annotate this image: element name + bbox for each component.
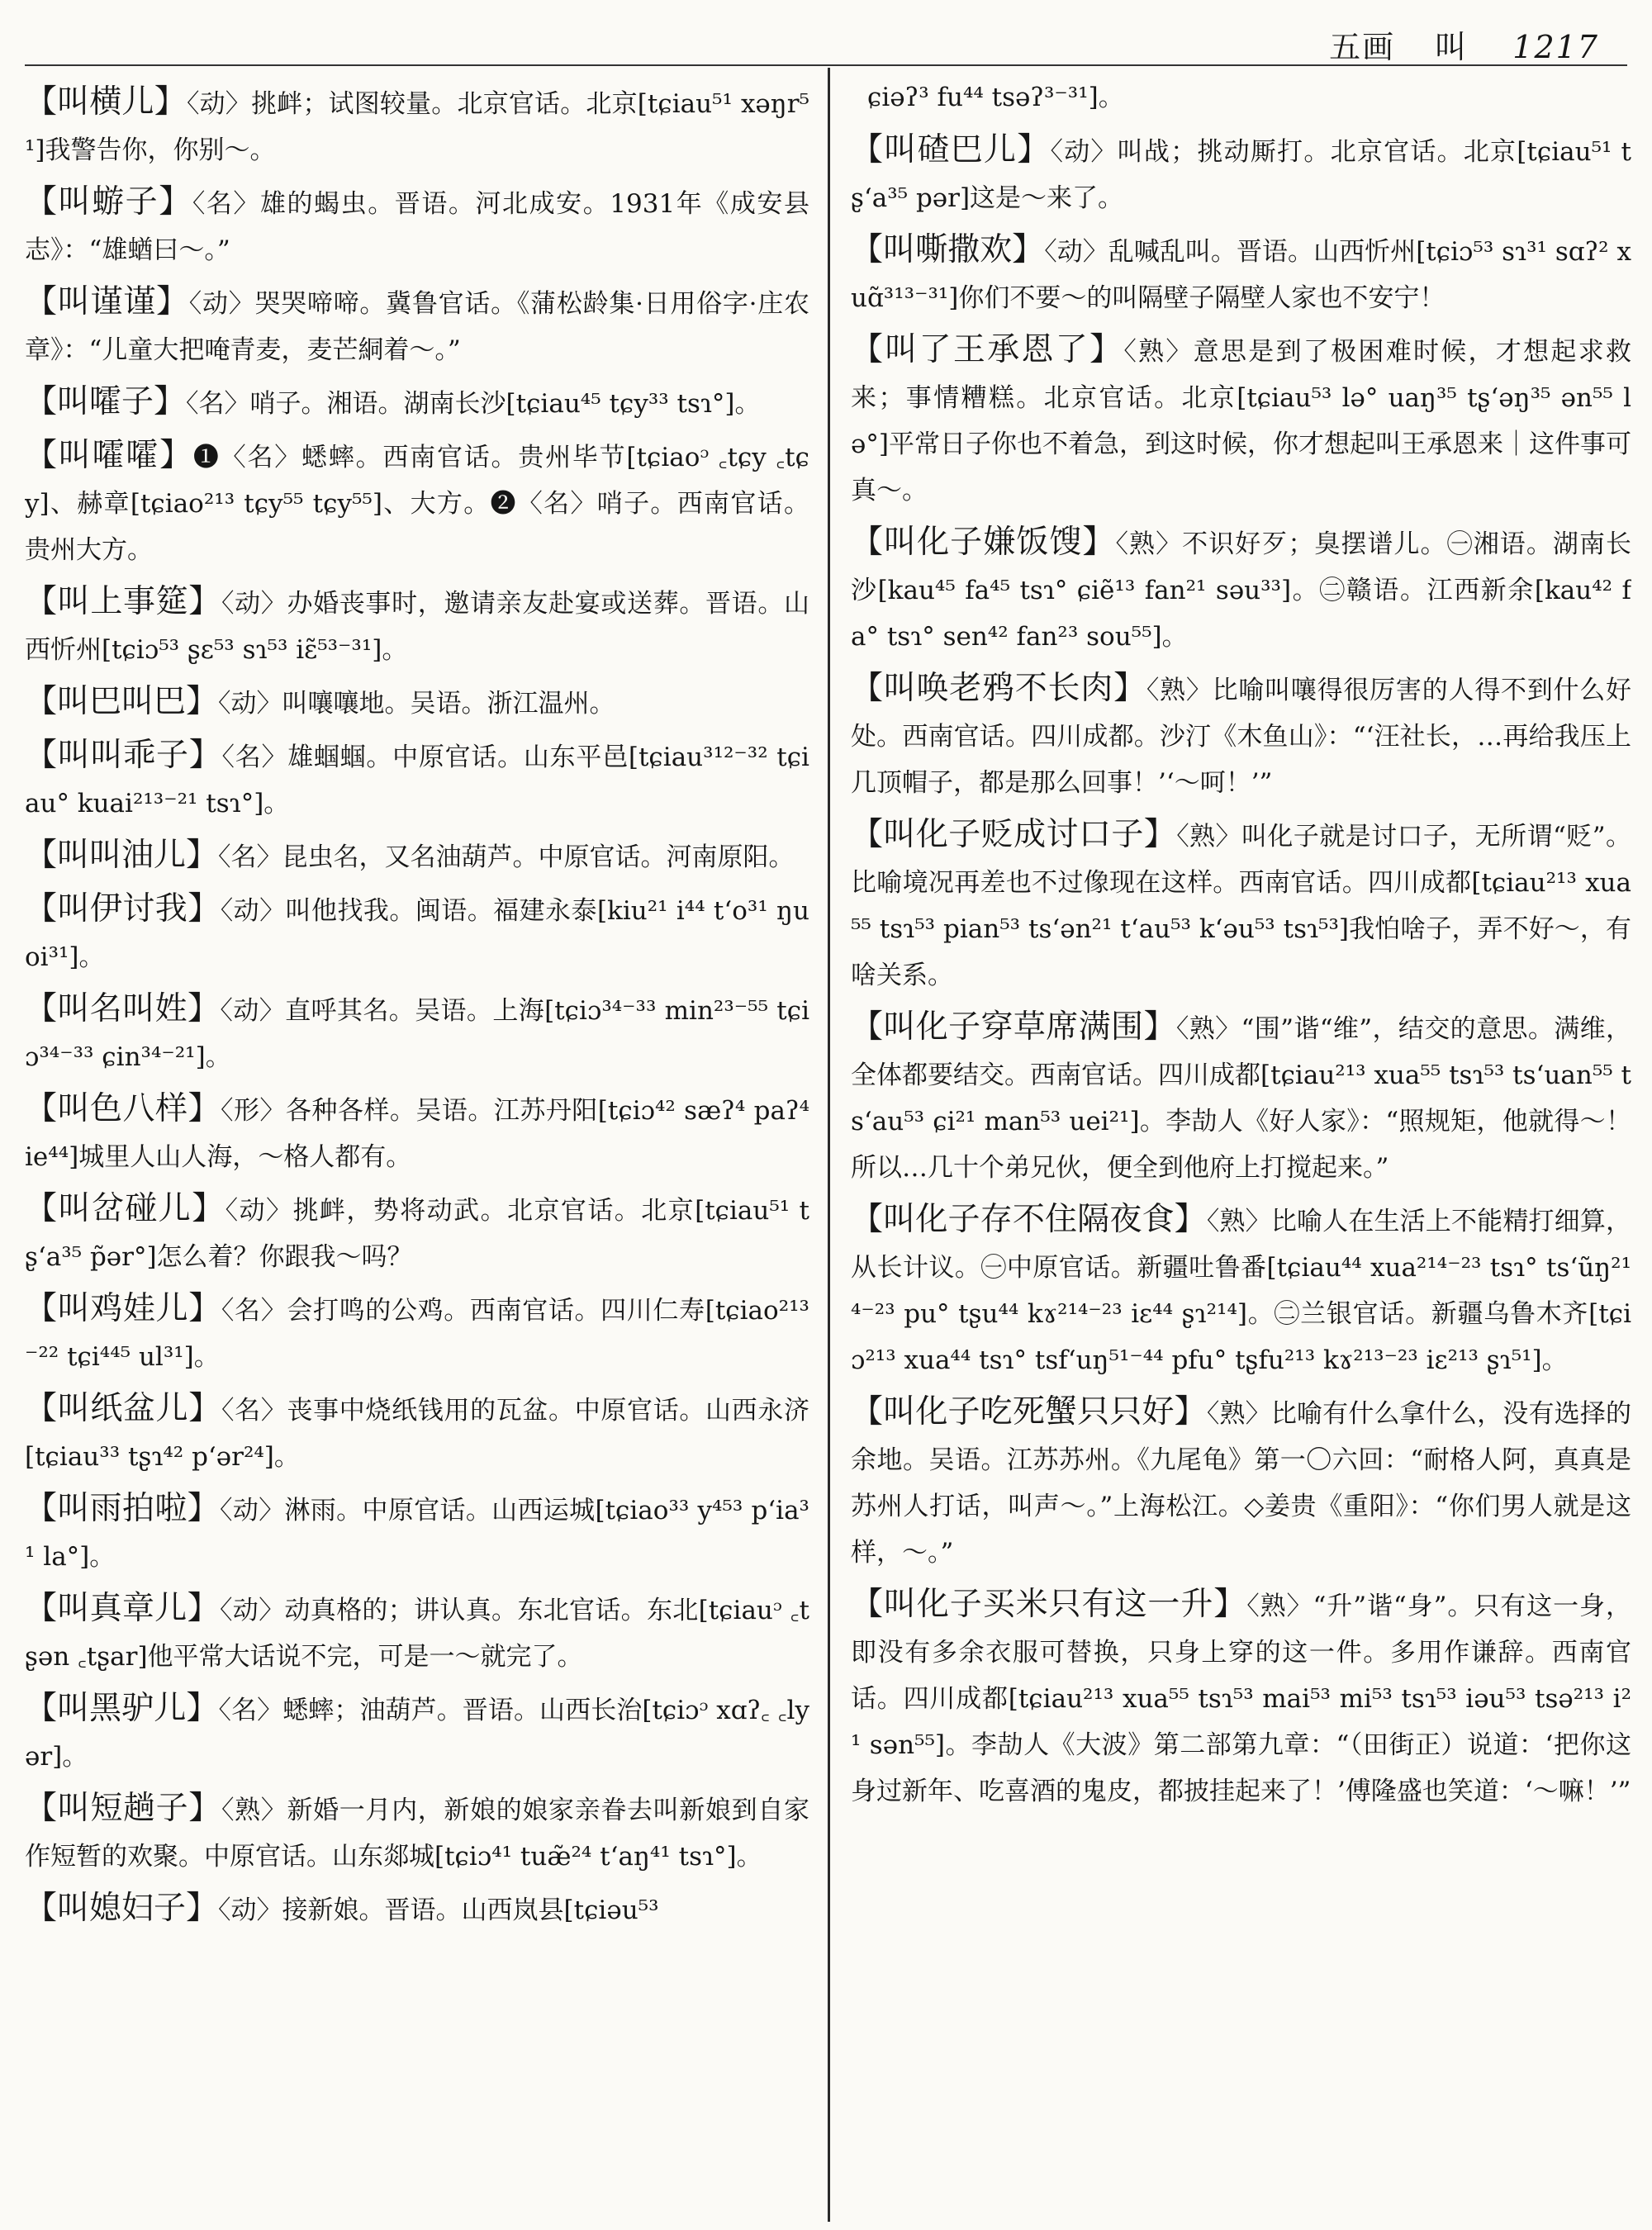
dictionary-entry xyxy=(25,1086,809,1180)
entry-definition: 〈动〉办婚丧事时，邀请亲友赴宴或送葬。晋语。山西忻州[tɕiɔ⁵³ ʂɛ⁵³ sɿ⁵³ iɛ̃⁵³⁻³¹]。 xyxy=(25,589,809,665)
entry-headword: 【叫叫油儿】 xyxy=(25,837,219,874)
entry-headword: 【叫色八样】 xyxy=(25,1090,221,1127)
dictionary-entry xyxy=(25,1386,809,1480)
entry-headword: 【叫媳妇子】 xyxy=(25,1890,219,1927)
entry-definition: 〈动〉叫战；挑动厮打。北京官话。北京[tɕiau⁵¹ tʂ‘a³⁵ pər]这是～来了。 xyxy=(851,137,1631,213)
entry-headword: 【叫蝣子】 xyxy=(25,183,192,221)
entry-definition: 〈动〉挑衅；试图较量。北京官话。北京[tɕiau⁵¹ xəŋr⁵¹]我警告你，你别～。 xyxy=(25,89,809,165)
header-rule xyxy=(25,64,1627,66)
entry-headword: 【叫谨谨】 xyxy=(25,283,189,320)
dictionary-entry xyxy=(25,1186,809,1280)
entry-definition: 〈名〉昆虫名，又名油葫芦。中原官话。河南原阳。 xyxy=(218,842,795,872)
dictionary-entry xyxy=(25,733,809,827)
entry-definition: 〈熟〉比喻人在生活上不能精打细算，从长计议。㊀中原官话。新疆吐鲁番[tɕiau⁴⁴ xua²¹⁴⁻²³ tsɿ° ts‘ũŋ²¹⁴⁻²³ pu° tʂu⁴⁴ kɤ²¹⁴⁻²³ iɛ⁴⁴ ʂɿ²¹⁴]。㊁兰银官话。新疆乌鲁木齐[tɕiɔ²¹³ xua⁴⁴ tsɿ° tsf‘uŋ⁵¹⁻⁴⁴ pfu° tʂfu²¹³ kɤ²¹³⁻²³ iɛ²¹³ ʂɿ⁵¹]。 xyxy=(851,1207,1631,1375)
dictionary-entry xyxy=(851,666,1631,806)
entry-definition: 〈动〉叫嚷嚷地。吴语。浙江温州。 xyxy=(218,689,615,719)
entry-definition: 〈熟〉不识好歹；臭摆谱儿。㊀湘语。湖南长沙[kau⁴⁵ fa⁴⁵ tsɿ° ɕiẽ¹³ fan²¹ səu³³]。㊁赣语。江西新余[kau⁴² fa° tsɿ° sen⁴² fan²³ sou⁵⁵]。 xyxy=(851,529,1631,652)
dictionary-entry xyxy=(851,327,1631,514)
dictionary-entry xyxy=(25,379,809,427)
entry-headword: 【叫黑驴儿】 xyxy=(25,1690,219,1727)
dictionary-entry xyxy=(851,1582,1631,1815)
entry-headword: 【叫岔碰儿】 xyxy=(25,1190,225,1227)
entry-headword: 【叫鸡娃儿】 xyxy=(25,1290,221,1327)
dictionary-entry xyxy=(25,886,809,980)
entry-definition: 〈名〉丧事中烧纸钱用的瓦盆。中原官话。山西永济[tɕiau³³ tʂɿ⁴² p‘ər²⁴]。 xyxy=(25,1396,809,1472)
dictionary-entry xyxy=(25,1886,809,1933)
entry-definition: 〈名〉会打鸣的公鸡。西南官话。四川仁寿[tɕiao²¹³⁻²² tɕi⁴⁴⁵ ul³¹]。 xyxy=(25,1296,809,1372)
entry-definition: 〈动〉叫他找我。闽语。福建永泰[kiu²¹ i⁴⁴ t‘o³¹ ŋuoi³¹]。 xyxy=(25,896,809,972)
dictionary-entry xyxy=(25,1286,809,1380)
right-entry-list xyxy=(851,127,1631,1815)
dictionary-entry xyxy=(25,79,809,173)
dictionary-entry xyxy=(25,1786,809,1880)
page-number: 1217 xyxy=(1512,29,1599,65)
entry-headword: 【叫化子贬成讨口子】 xyxy=(851,816,1177,853)
dictionary-entry xyxy=(25,1586,809,1680)
dictionary-entry xyxy=(851,1197,1631,1383)
dictionary-entry xyxy=(851,520,1631,660)
entry-definition: 〈熟〉比喻叫嚷得很厉害的人得不到什么好处。西南官话。四川成都。沙汀《木鱼山》：“‘汪社长，…再给我压上几顶帽子，都是那么回事！’‘～呵！’” xyxy=(851,676,1631,798)
entry-definition: 〈熟〉“升”谐“身”。只有这一身，即没有多余衣服可替换，只身上穿的这一件。多用作谦辞。西南官话。四川成都[tɕiau²¹³ xua⁵⁵ tsɿ⁵³ mai⁵³ mi⁵³ tsɿ⁵³ iəu⁵³ tsə²¹³ i²¹ sən⁵⁵]。李劼人《大波》第二部第九章：“（田街正）说道：‘把你这身过新年、吃喜酒的鬼皮，都披挂起来了！’傅隆盛也笑道：‘～嘛！’” xyxy=(851,1592,1631,1806)
dictionary-entry xyxy=(25,179,809,273)
entry-definition: 〈动〉直呼其名。吴语。上海[tɕiɔ³⁴⁻³³ min²³⁻⁵⁵ tɕiɔ³⁴⁻³³ ɕin³⁴⁻²¹]。 xyxy=(25,996,809,1072)
entry-headword: 【叫嚯子】 xyxy=(25,383,187,420)
dictionary-entry xyxy=(25,679,809,727)
entry-definition: 〈动〉乱喊乱叫。晋语。山西忻州[tɕiɔ⁵³ sɿ³¹ sɑʔ² xuɑ̃³¹³⁻³¹]你们不要～的叫隔壁子隔壁人家也不安宁！ xyxy=(851,237,1631,313)
entry-definition: 〈名〉雄的蝎虫。晋语。河北成安。1931年《成安县志》：“雄蝤曰～。” xyxy=(25,189,809,265)
entry-headword: 【叫化子穿草席满围】 xyxy=(851,1008,1176,1046)
entry-headword: 【叫伊讨我】 xyxy=(25,890,221,928)
dictionary-entry xyxy=(25,986,809,1080)
entry-definition: 〈动〉动真格的；讲认真。东北官话。东北[tɕiauᵓ ꜀tʂən ꜀tʂar]他平常大话说不完，可是一～就完了。 xyxy=(25,1596,809,1672)
entry-headword: 【叫化子吃死蟹只只好】 xyxy=(851,1393,1207,1431)
entry-headword: 【叫上事筵】 xyxy=(25,583,221,620)
dictionary-entry xyxy=(25,833,809,880)
running-head xyxy=(1329,21,1599,67)
entry-definition: ❶〈名〉蟋蟀。西南官话。贵州毕节[tɕiaoᵓ ꜀tɕy ꜀tɕy]、赫章[tɕiao²¹³ tɕy⁵⁵ tɕy⁵⁵]、大方。❷〈名〉哨子。西南官话。贵州大方。 xyxy=(25,443,809,565)
entry-definition: 〈动〉挑衅，势将动武。北京官话。北京[tɕiau⁵¹ tʂ‘a³⁵ p̃ər°]怎么着？你跟我～吗？ xyxy=(25,1196,809,1272)
dictionary-entry xyxy=(851,227,1631,321)
entry-headword: 【叫唤老鸦不长肉】 xyxy=(851,670,1146,707)
entry-definition: 〈动〉哭哭啼啼。冀鲁官话。《蒲松龄集·日用俗字·庄农章》：“儿童大把唵青麦，麦芒絧着～。” xyxy=(25,289,809,365)
entry-headword: 【叫嘶撒欢】 xyxy=(851,231,1045,268)
section-label: 五画 xyxy=(1329,29,1396,65)
entry-headword: 【叫纸盆儿】 xyxy=(25,1390,221,1427)
entry-headword: 【叫横儿】 xyxy=(25,83,187,121)
index-character: 叫 xyxy=(1435,29,1469,65)
dictionary-entry xyxy=(25,433,809,573)
dictionary-entry xyxy=(851,1004,1631,1191)
dictionary-entry xyxy=(25,1486,809,1580)
entry-headword: 【叫叫乖子】 xyxy=(25,737,222,774)
left-entry-list xyxy=(25,79,809,1933)
entry-definition: 〈熟〉意思是到了极困难时候，才想起求救来；事情糟糕。北京官话。北京[tɕiau⁵³ lə° uaŋ³⁵ tʂ‘əŋ³⁵ ən⁵⁵ lə°]平常日子你也不着急，到这时候，你才想起叫王承恩来｜这件事可真～。 xyxy=(851,337,1631,505)
entry-headword: 【叫雨拍啦】 xyxy=(25,1490,220,1527)
entry-definition: 〈名〉雄蝈蝈。中原官话。山东平邑[tɕiau³¹²⁻³² tɕiau° kuai²¹³⁻²¹ tsɿ°]。 xyxy=(25,743,809,818)
entry-definition: 〈熟〉叫化子就是讨口子，无所谓“贬”。比喻境况再差也不过像现在这样。西南官话。四川成都[tɕiau²¹³ xua⁵⁵ tsɿ⁵³ pian⁵³ ts‘ən²¹ t‘au⁵³ k‘əu⁵³ tsɿ⁵³]我怕啥子，弄不好～，有啥关系。 xyxy=(851,822,1631,990)
right-column xyxy=(851,74,1631,2222)
entry-headword: 【叫碴巴儿】 xyxy=(851,131,1051,168)
entry-definition: 〈形〉各种各样。吴语。江苏丹阳[tɕiɔ⁴² sæʔ⁴ paʔ⁴ ie⁴⁴]城里人山人海，～格人都有。 xyxy=(25,1096,809,1172)
entry-definition: 〈熟〉“围”谐“维”，结交的意思。满维，全体都要结交。西南官话。四川成都[tɕiau²¹³ xua⁵⁵ tsɿ⁵³ ts‘uan⁵⁵ ts‘au⁵³ ɕi²¹ man⁵³ uei²¹]。李劼人《好人家》：“照规矩，他就得～！所以…几十个弟兄伙，便全到他府上打搅起来。” xyxy=(851,1014,1631,1183)
entry-headword: 【叫化子嫌饭馊】 xyxy=(851,524,1116,561)
entry-definition: 〈名〉哨子。湘语。湖南长沙[tɕiau⁴⁵ tɕy³³ tsɿ°]。 xyxy=(186,389,761,419)
dictionary-entry xyxy=(25,279,809,373)
entry-definition: 〈动〉接新娘。晋语。山西岚县[tɕiəu⁵³ xyxy=(218,1896,659,1925)
entry-headword: 【叫嚯嚯】 xyxy=(25,437,193,474)
continued-text: ɕiəʔ³ fu⁴⁴ tsəʔ³⁻³¹]。 xyxy=(867,83,1124,112)
left-column xyxy=(25,79,809,2222)
entry-headword: 【叫短趟子】 xyxy=(25,1790,221,1827)
dictionary-entry xyxy=(25,1686,809,1780)
entry-definition: 〈熟〉新婚一月内，新娘的娘家亲眷去叫新娘到自家作短暂的欢聚。中原官话。山东郯城[tɕiɔ⁴¹ tuæ̃²⁴ t‘aŋ⁴¹ tsɿ°]。 xyxy=(25,1796,809,1872)
column-divider xyxy=(828,68,830,2222)
entry-definition: 〈动〉淋雨。中原官话。山西运城[tɕiao³³ y⁴⁵³ p‘ia³¹ la°]。 xyxy=(25,1496,809,1572)
entry-headword: 【叫化子买米只有这一升】 xyxy=(851,1586,1247,1623)
entry-definition: 〈名〉蟋蟀；油葫芦。晋语。山西长治[tɕiɔᵓ xɑʔ꜀ ꜀lyər]。 xyxy=(25,1696,809,1772)
dictionary-entry xyxy=(25,579,809,673)
entry-headword: 【叫名叫姓】 xyxy=(25,990,221,1027)
entry-headword: 【叫化子存不住隔夜食】 xyxy=(851,1201,1207,1238)
entry-headword: 【叫真章儿】 xyxy=(25,1590,220,1627)
dictionary-entry xyxy=(851,1389,1631,1576)
entry-headword: 【叫巴叫巴】 xyxy=(25,683,219,720)
entry-definition: 〈熟〉比喻有什么拿什么，没有选择的余地。吴语。江苏苏州。《九尾龟》第一〇六回：“耐格人阿，真真是苏州人打话，叫声～。”上海松江。◇姜贵《重阳》：“你们男人就是这样，～。” xyxy=(851,1399,1631,1568)
dictionary-entry xyxy=(851,127,1631,221)
dictionary-entry xyxy=(851,812,1631,999)
entry-headword: 【叫了王承恩了】 xyxy=(851,331,1124,368)
